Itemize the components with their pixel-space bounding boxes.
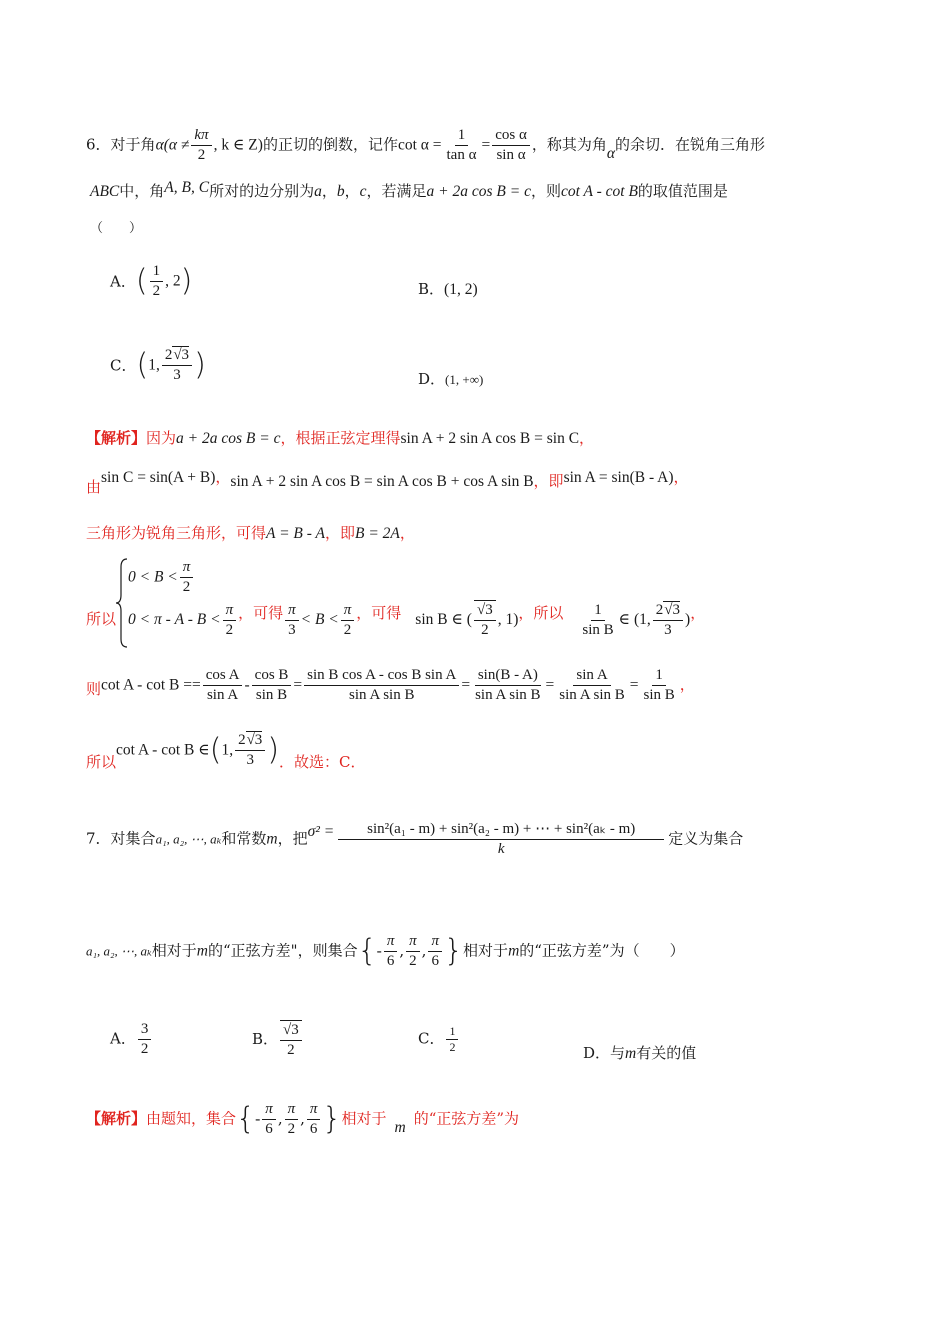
q7-option-b[interactable]: B． $\frac{√3}{2}$ [252,1020,304,1060]
sol6-line7: 所以cot A - cot B ∈(1, $\frac{2√3}{3}$ )．故选：C． [86,732,366,771]
q7-option-d[interactable]: D．与m有关的值 [583,1044,697,1062]
sol7-line1: 【解析】由题知，集合{- $\frac{\pi}{6}$ , $\frac{\pi}{2}$ , $\frac{\pi}{6}$ }相对于 m 的“正弦方差”为 [86,1101,520,1137]
sol6-line2: 由sin C = sin(A + B)，sin A + 2 sin A cos B = sin A cos B + cos A sin B，即sin A = sin(B - A)， [86,468,689,496]
q7-option-a[interactable]: A． $\frac{3}{2}$ [110,1020,153,1059]
q6-paren: （ ） [90,221,143,236]
q6-option-a[interactable]: A．( $\frac{1}{2}$ , 2) [110,263,193,299]
sol6-line5: 所以 0 < π - A - B < $\frac{\pi}{2}$ ，可得 $\frac{\pi}{3}$ < B < $\frac{\pi}{2}$ ，可得 sin B ∈ ( $\frac{√3}{2}$ , 1)，所以 $\frac{1}{\text{sin B}}$ ∈ (1, $\frac{2√3}{3}$ )， [86,601,706,638]
q6-option-c[interactable]: C．(1, $\frac{2√3}{3}$ ) [110,347,206,383]
sol6-line4: 0 < B < $\frac{\pi}{2}$ [128,558,195,597]
q7-option-c[interactable]: C． $\frac{1}{2}$ [418,1024,460,1055]
sol6-line3: 三角形为锐角三角形，可得A = B - A，即B = 2A， [86,524,415,542]
sol6-line1: 【解析】因为a + 2a cos B = c，根据正弦定理得sin A + 2 sin A cos B = sin C， [86,429,595,447]
q6-line2: ABC中，角A, B, C所对的边分别为a，b，c，若满足a + 2a cos B = c，则cot A - cot B的取值范围是 [90,179,728,200]
q6-option-b[interactable]: B．(1, 2) [418,280,478,298]
q6-line1: 6．对于角α(α ≠ $\frac{k\pi}{2}$ , k ∈ Z)的正切的倒数，记作cot α = $\frac{1}{\text{tan α}}$ = $\frac{\text{cos α}}{\text{sin α}}$ ，称其为角α的余切．在锐角三角形 [86,127,765,163]
sol6-line6: 则cot A - cot B == $\frac{\text{cos A}}{\text{sin A}}$ - $\frac{\text{cos B}}{\text{sin B}}$ = $\frac{\text{sin B cos A - cos B sin A}}{\text{sin A sin B}}$ = $\frac{\sin(B - A)}{\text{sin A sin B}}$ = $\frac{\text{sin A}}{\text{sin A sin B}}$ = $\frac{1}{\text{sin B}}$ ， [86,667,695,703]
q7-line1: 7．对集合a₁, a₂, ⋯, aₖ和常数m，把σ² = $\frac{\text{sin²(a₁ - m) + sin²(a₂ - m) + ⋯ + sin²(aₖ - m)}}{k}$ 定义为集合 [86,821,744,857]
q6-option-d[interactable]: D．(1, +∞) [418,370,484,388]
q7-line2: a₁, a₂, ⋯, aₖ相对于m的“正弦方差"，则集合{- $\frac{\pi}{6}$ , $\frac{\pi}{2}$ , $\frac{\pi}{6}$ }相对于m的“正弦方差”为（ ） [86,933,685,969]
